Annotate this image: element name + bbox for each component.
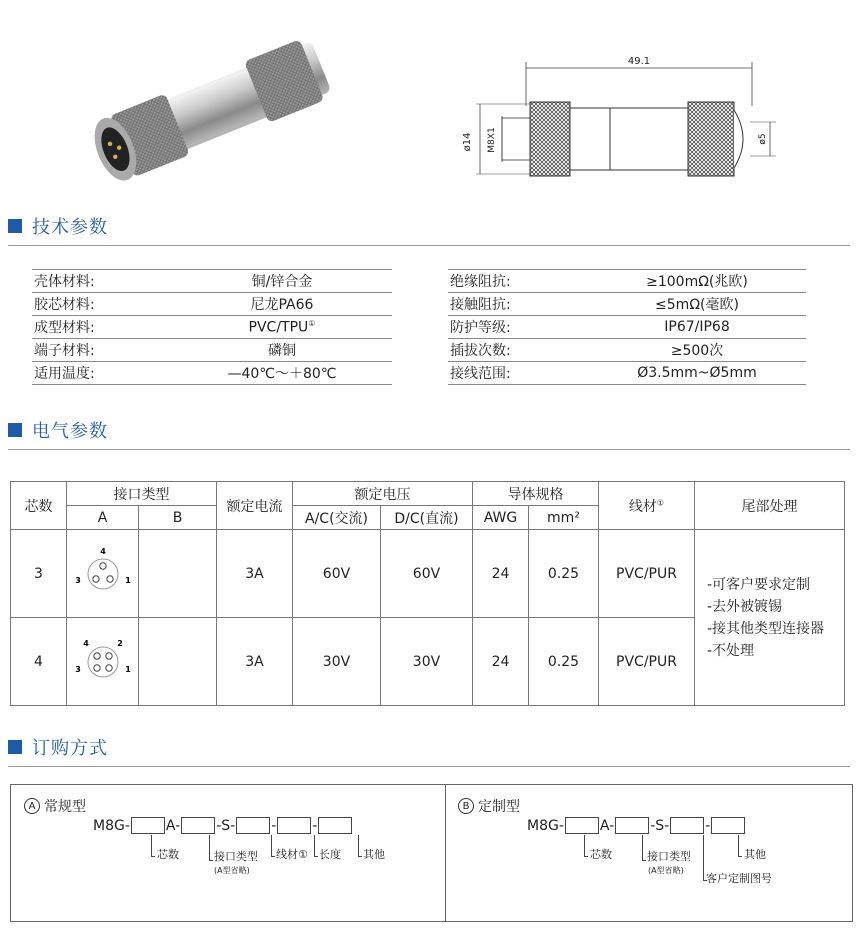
dimension-drawing — [450, 50, 780, 190]
custom-title: B 定制型 — [458, 796, 520, 816]
section-order — [8, 736, 108, 758]
electrical-table: 芯数 接口类型 额定电流 额定电压 导体规格 线材① 尾部处理 A B A/C(交流) D/C(直流) AWG mm² 3 4 3 1 3A 60V 60V 24 0.25 PVC/PUR -可客户要求定制 -去外被镀锡 -接其他类型连接器 -不处理 4 4 2 3 1 3A 30V 30V 24 0.25 PVC/PUR — [10, 481, 845, 706]
table-row: 接线范围: Ø3.5mm~Ø5mm — [448, 362, 806, 385]
thread-dim: M8X1 — [487, 127, 497, 153]
std-title: A 常规型 — [24, 796, 86, 816]
section-elec — [8, 419, 108, 441]
table-row: 端子材料: 磷铜 — [32, 339, 392, 362]
svg-text:4: 4 — [99, 546, 106, 556]
svg-text:3: 3 — [74, 575, 81, 585]
cable-dim: ø5 — [758, 133, 768, 145]
svg-text:1: 1 — [124, 575, 131, 585]
svg-text:4: 4 — [82, 638, 89, 648]
table-row: 胶芯材料: 尼龙PA66 — [32, 293, 392, 316]
section-tech — [8, 215, 108, 237]
section-title: 技术参数 — [32, 217, 108, 238]
svg-text:2: 2 — [116, 638, 123, 648]
table-row: 适用温度: —40℃～＋80℃ — [32, 362, 392, 385]
length-dim: 49.1 — [627, 56, 651, 67]
table-row: 插拔次数: ≥500次 — [448, 339, 806, 362]
table-row: 3 4 3 1 3A 60V 60V 24 0.25 PVC/PUR -可客户要求定制 -去外被镀锡 -接其他类型连接器 -不处理 — [11, 530, 845, 618]
table-row: 绝缘阻抗: ≥100mΩ(兆欧) — [448, 270, 806, 293]
table-row: 接触阻抗: ≤5mΩ(毫欧) — [448, 293, 806, 316]
pinout-4pin — [67, 618, 139, 706]
section-title: 电气参数 — [32, 421, 108, 442]
svg-text:3: 3 — [74, 664, 81, 674]
custom-code: M8G- A- -S- - — [527, 817, 746, 834]
dia-dim: ø14 — [462, 132, 473, 152]
svg-text:1: 1 — [124, 664, 131, 674]
table-row: 防护等级: IP67/IP68 — [448, 316, 806, 339]
pinout-3pin — [67, 530, 139, 618]
tech-table-right — [448, 269, 806, 385]
section-title: 订购方式 — [32, 738, 108, 759]
std-code: M8G- A- -S- - - — [93, 817, 353, 834]
tail-options: -可客户要求定制 -去外被镀锡 -接其他类型连接器 -不处理 — [695, 530, 845, 706]
connector-photo — [60, 36, 360, 186]
table-row: 成型材料: PVC/TPU① — [32, 316, 392, 339]
table-row: 4 4 2 3 1 3A 30V 30V 24 0.25 PVC/PUR — [11, 618, 845, 706]
tech-table-left — [32, 269, 392, 385]
table-row: 壳体材料: 铜/锌合金 — [32, 270, 392, 293]
